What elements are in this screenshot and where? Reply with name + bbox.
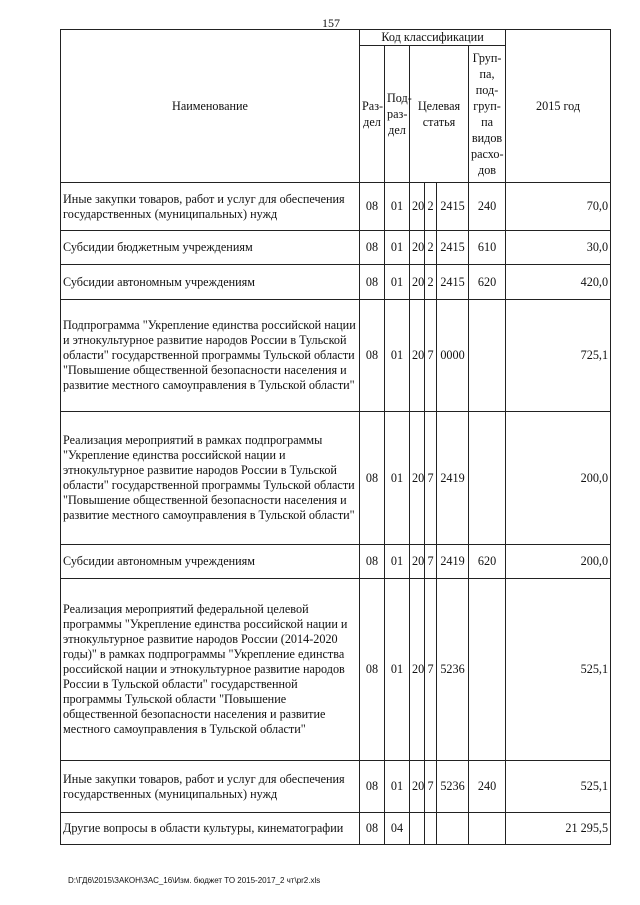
row-razdel: 08 (360, 579, 385, 761)
row-vid (469, 813, 506, 845)
table-row (61, 300, 611, 412)
table-row (61, 231, 611, 265)
row-cs-code: 2415 (437, 265, 469, 300)
row-cs-code: 0000 (437, 300, 469, 412)
row-amount: 30,0 (506, 231, 611, 265)
table-row (61, 183, 611, 231)
row-vid (469, 412, 506, 545)
row-cs-program: 20 (410, 231, 425, 265)
row-cs-code: 2415 (437, 183, 469, 231)
row-name: Подпрограмма "Укрепление единства российской нации и этнокультурное развитие народов России в Тульской области" государственной программы Тульской области "Повышение общественной безопасности населения и развитие местного самоуправления в Тульской области" (61, 300, 360, 412)
row-cs-code: 2415 (437, 231, 469, 265)
row-name: Реализация мероприятий в рамках подпрограммы "Укрепление единства российской нации и этнокультурное развитие народов России в Тульской области" государственной программы Тульской области "Повышение общественной безопасности населения и развитие местного самоуправления в Тульской области" (61, 412, 360, 545)
row-cs-program (410, 813, 425, 845)
row-name: Субсидии автономным учреждениям (61, 545, 360, 579)
row-cs-code: 5236 (437, 761, 469, 813)
header-podrazdel-line: раз- (387, 107, 408, 121)
row-razdel: 08 (360, 813, 385, 845)
row-amount: 200,0 (506, 545, 611, 579)
row-amount: 70,0 (506, 183, 611, 231)
table-row (61, 761, 611, 813)
table-row (61, 813, 611, 845)
header-celevaya (410, 46, 469, 183)
header-razdel-line: Раз- (362, 99, 384, 113)
header-razdel-line: дел (363, 115, 381, 129)
header-gruppa-line: груп- (473, 99, 501, 113)
row-cs-program: 20 (410, 183, 425, 231)
table-row (61, 545, 611, 579)
row-amount: 420,0 (506, 265, 611, 300)
table-row (61, 579, 611, 761)
row-name: Иные закупки товаров, работ и услуг для обеспечения государственных (муниципальных) нужд (61, 183, 360, 231)
row-cs-subprogram: 7 (425, 579, 437, 761)
header-gruppa-line: па, (479, 67, 495, 81)
row-podrazdel: 04 (385, 813, 410, 845)
row-podrazdel: 01 (385, 545, 410, 579)
row-name: Реализация мероприятий федеральной целевой программы "Укрепление единства российской нации и этнокультурное развитие народов России (2014-2020 годы)" в рамках подпрограммы "Укрепление единства российской нации и этнокультурное развитие народов России в Тульской области" государственной программы Тульской области "Повышение общественной безопасности населения и развитие местного самоуправления в Тульской области" (61, 579, 360, 761)
row-cs-subprogram: 2 (425, 265, 437, 300)
row-cs-subprogram: 2 (425, 231, 437, 265)
row-cs-code: 2419 (437, 545, 469, 579)
row-podrazdel: 01 (385, 300, 410, 412)
header-gruppa-line: дов (478, 163, 497, 177)
header-podrazdel (385, 46, 410, 183)
row-razdel: 08 (360, 231, 385, 265)
row-cs-code (437, 813, 469, 845)
header-gruppa-line: па (481, 115, 493, 129)
row-cs-program: 20 (410, 579, 425, 761)
row-amount: 525,1 (506, 579, 611, 761)
row-cs-program: 20 (410, 761, 425, 813)
row-razdel: 08 (360, 300, 385, 412)
row-vid (469, 579, 506, 761)
row-name: Субсидии автономным учреждениям (61, 265, 360, 300)
file-path-footer: D:\ГД6\2015\ЗАКОН\ЗАС_16\Изм. бюджет ТО 2015-2017_2 чт\pr2.xls (68, 876, 321, 885)
row-podrazdel: 01 (385, 265, 410, 300)
header-gruppa-line: видов (471, 131, 503, 145)
row-razdel: 08 (360, 761, 385, 813)
row-cs-program: 20 (410, 300, 425, 412)
row-cs-subprogram: 2 (425, 183, 437, 231)
header-celevaya-line: статья (422, 115, 456, 129)
row-cs-code: 5236 (437, 579, 469, 761)
page-number: 157 (322, 16, 340, 30)
row-razdel: 08 (360, 183, 385, 231)
row-cs-program: 20 (410, 545, 425, 579)
row-razdel: 08 (360, 265, 385, 300)
row-cs-subprogram: 7 (425, 300, 437, 412)
header-gruppa (469, 46, 506, 183)
row-podrazdel: 01 (385, 412, 410, 545)
row-vid: 240 (469, 183, 506, 231)
row-vid: 240 (469, 761, 506, 813)
row-cs-subprogram: 7 (425, 761, 437, 813)
row-razdel: 08 (360, 545, 385, 579)
row-podrazdel: 01 (385, 761, 410, 813)
header-row-top (61, 30, 611, 46)
row-podrazdel: 01 (385, 579, 410, 761)
header-gruppa-line: расхо- (471, 147, 504, 161)
row-podrazdel: 01 (385, 231, 410, 265)
row-vid: 620 (469, 545, 506, 579)
row-amount: 725,1 (506, 300, 611, 412)
header-podrazdel-line: Под- (387, 91, 412, 105)
row-amount: 21 295,5 (506, 813, 611, 845)
row-cs-program: 20 (410, 265, 425, 300)
row-vid: 610 (469, 231, 506, 265)
row-cs-subprogram (425, 813, 437, 845)
header-name: Наименование (61, 30, 360, 183)
budget-table (60, 29, 611, 845)
table-row (61, 412, 611, 545)
row-name: Субсидии бюджетным учреждениям (61, 231, 360, 265)
row-cs-code: 2419 (437, 412, 469, 545)
header-celevaya-line: Целевая (417, 99, 461, 113)
header-year: 2015 год (506, 30, 611, 183)
row-podrazdel: 01 (385, 183, 410, 231)
row-cs-subprogram: 7 (425, 545, 437, 579)
header-podrazdel-line: дел (388, 123, 406, 137)
header-code: Код классификации (360, 30, 506, 46)
header-gruppa-line: под- (475, 83, 499, 97)
row-cs-program: 20 (410, 412, 425, 545)
row-vid: 620 (469, 265, 506, 300)
row-cs-subprogram: 7 (425, 412, 437, 545)
header-gruppa-line: Груп- (472, 51, 502, 65)
row-amount: 200,0 (506, 412, 611, 545)
row-name: Другие вопросы в области культуры, кинематографии (61, 813, 360, 845)
row-amount: 525,1 (506, 761, 611, 813)
row-razdel: 08 (360, 412, 385, 545)
table-row (61, 265, 611, 300)
row-vid (469, 300, 506, 412)
header-razdel (360, 46, 385, 183)
row-name: Иные закупки товаров, работ и услуг для обеспечения государственных (муниципальных) нужд (61, 761, 360, 813)
